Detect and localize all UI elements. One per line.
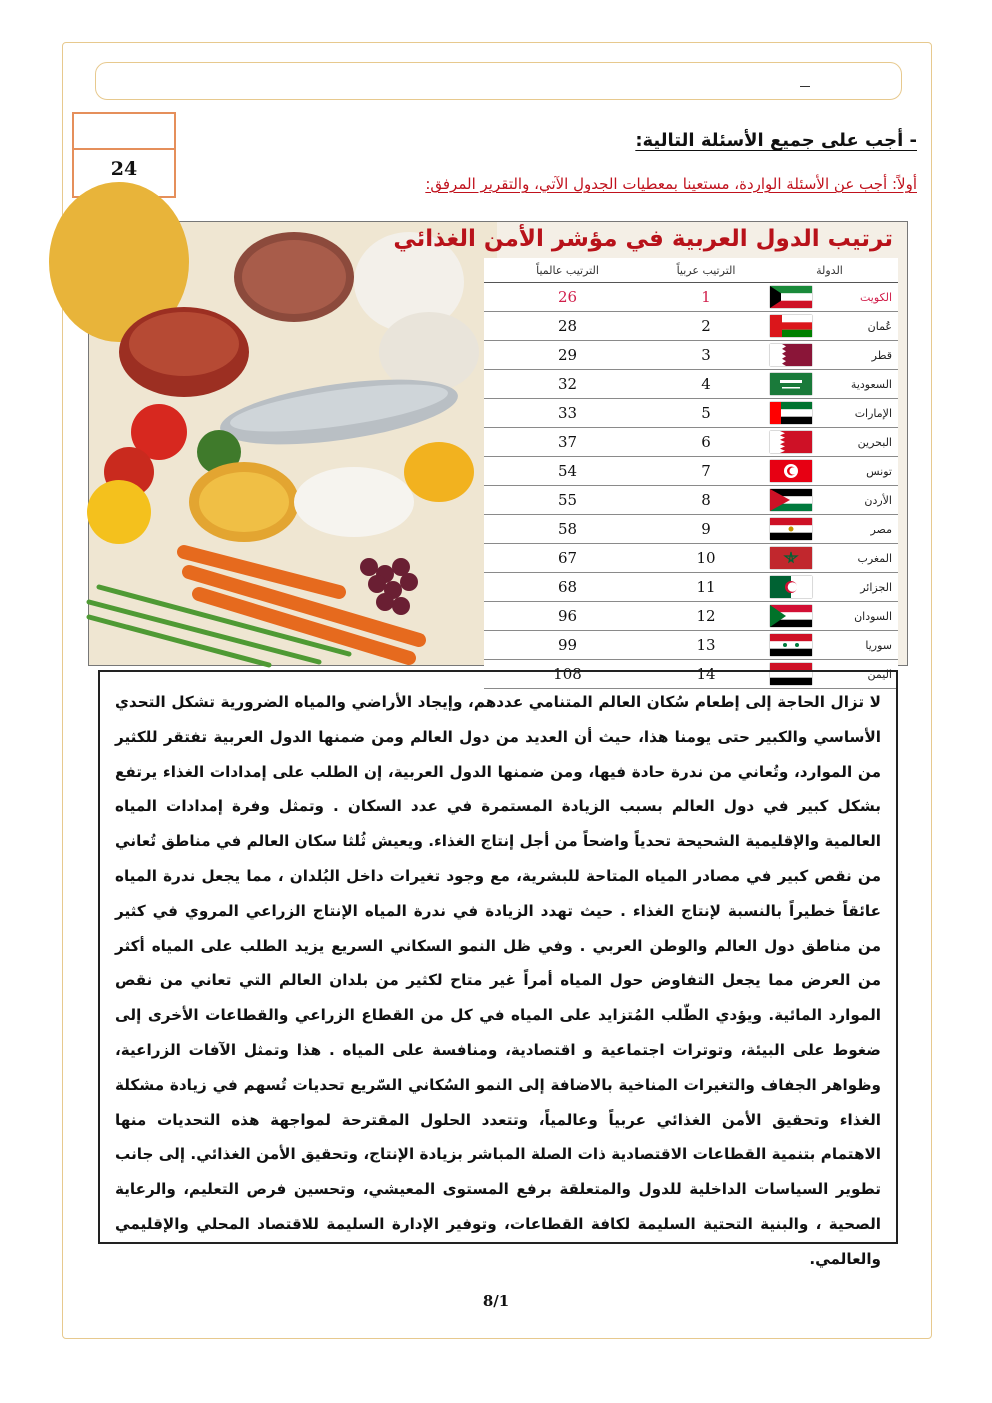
table-row <box>484 283 898 312</box>
world-rank: 54 <box>484 457 651 486</box>
country-name: تونس <box>821 457 898 486</box>
arab-rank: 11 <box>651 573 761 602</box>
table-row <box>484 457 898 486</box>
country-name: اليمن <box>821 660 898 689</box>
food-security-figure <box>88 221 908 683</box>
score-number: 24 <box>110 158 138 180</box>
ranking-table <box>484 258 898 689</box>
saudi-flag-icon <box>770 373 812 395</box>
header-arab-rank: الترتيب عربياً <box>651 258 761 283</box>
country-name: سوريا <box>821 631 898 660</box>
header-country: الدولة <box>761 258 898 283</box>
country-name: الكويت <box>821 283 898 312</box>
country-name: البحرين <box>821 428 898 457</box>
country-name: قطر <box>821 341 898 370</box>
world-rank: 37 <box>484 428 651 457</box>
oman-flag-icon <box>770 315 812 337</box>
food-photo <box>89 222 497 665</box>
world-rank: 32 <box>484 370 651 399</box>
score-box-divider <box>74 148 174 150</box>
world-rank: 58 <box>484 515 651 544</box>
arab-rank: 10 <box>651 544 761 573</box>
morocco-flag-icon <box>770 547 812 569</box>
world-rank: 67 <box>484 544 651 573</box>
arab-rank: 7 <box>651 457 761 486</box>
country-name: مصر <box>821 515 898 544</box>
world-rank: 108 <box>484 660 651 689</box>
figure-title: ترتيب الدول العربية في مؤشر الأمن الغذائي <box>393 226 893 252</box>
report-box <box>98 670 898 1268</box>
jordan-flag-icon <box>770 489 812 511</box>
page-number: 8/1 <box>482 1292 510 1310</box>
arab-rank: 6 <box>651 428 761 457</box>
world-rank: 26 <box>484 283 651 312</box>
table-row <box>484 544 898 573</box>
world-rank: 33 <box>484 399 651 428</box>
arab-rank: 13 <box>651 631 761 660</box>
arab-rank: 8 <box>651 486 761 515</box>
country-name: الإمارات <box>821 399 898 428</box>
country-name: السعودية <box>821 370 898 399</box>
world-rank: 68 <box>484 573 651 602</box>
world-rank: 99 <box>484 631 651 660</box>
world-rank: 29 <box>484 341 651 370</box>
table-header-row <box>484 258 898 283</box>
syria-flag-icon <box>770 634 812 656</box>
arab-rank: 12 <box>651 602 761 631</box>
table-row <box>484 428 898 457</box>
table-row <box>484 399 898 428</box>
arab-rank: 14 <box>651 660 761 689</box>
country-name: الجزائر <box>821 573 898 602</box>
arab-rank: 9 <box>651 515 761 544</box>
arab-rank: 5 <box>651 399 761 428</box>
arab-rank: 3 <box>651 341 761 370</box>
table-row <box>484 573 898 602</box>
table-row <box>484 602 898 631</box>
uae-flag-icon <box>770 402 812 424</box>
header-dash <box>800 86 810 87</box>
sudan-flag-icon <box>770 605 812 627</box>
table-row <box>484 486 898 515</box>
table-row <box>484 631 898 660</box>
table-row <box>484 370 898 399</box>
arab-rank: 2 <box>651 312 761 341</box>
report-text: لا تزال الحاجة إلى إطعام سُكان العالم المتنامي عددهم، وإيجاد الأراضي والمياه الضرورية تشكل التحدي الأساسي والكبير حتى يومنا هذا، حيث أن العديد من دول العالم ومن ضمنها الدول العربية تفتقر للكثير من الموارد، وتُعاني من ندرة حادة فيها، ومن ضمنها الدول العربية، إن الطلب على إمدادات الغذاء يرتفع بشكل كبير في دول العالم بسبب الزيادة المستمرة في عدد السكان . وتمثل وفرة إمدادات المياه العالمية والإقليمية الشحيحة تحدياً واضحاً من أجل إنتاج الغذاء. ويعيش ثُلثا سكان العالم في مناطق تُعاني من نقص كبير في مصادر المياه المتاحة للبشرية، مع وجود تغيرات داخل البُلدان ، مما يجعل ندرة المياه عائقاً خطيراً بالنسبة لإنتاج الغذاء . حيث تهدد الزيادة في ندرة المياه الإنتاج الزراعي المروي في كثير من مناطق دول العالم والوطن العربي . وفي ظل النمو السكاني السريع يزيد الطلب على المياه أكثر من العرض مما يجعل التفاوض حول المياه أمراً غير متاح لكثير من بلدان العالم التي تعاني من نقص الموارد المائية. ويؤدي الطّلب المُتزايد على المياه في كل من القطاع الزراعي والقطاعات الأخرى إلى ضغوط على البيئة، وتوترات اجتماعية و اقتصادية، ومنافسة على المياه . هذا وتمثل الآفات الزراعية، وظواهر الجفاف والتغيرات المناخية بالاضافة إلى النمو السُكاني السّريع تحديات تُسهم في زيادة مشكلة الغذاء وتحقيق الأمن الغذائي عربياً وعالمياً، وتتعدد الحلول المقترحة لمواجهة هذه التحديات منها الاهتمام بتنمية القطاعات الاقتصادية ذات الصلة المباشر بزيادة الإنتاج، وتحقيق الأمن الغذائي. إلى جانب تطوير السياسات الداخلية للدول والمتعلقة برفع المستوى المعيشي، وتحسين فرص التعليم، والرعاية الصحية ، والبنية التحتية السليمة لكافة القطاعات، وتوفير الإدارة السليمة للاقتصاد المحلي والإقليمي والعالمي. <box>115 693 881 1268</box>
table-row <box>484 515 898 544</box>
arab-rank: 4 <box>651 370 761 399</box>
country-name: السودان <box>821 602 898 631</box>
header-box <box>95 62 902 100</box>
table-row <box>484 341 898 370</box>
table-row <box>484 312 898 341</box>
bahrain-flag-icon <box>770 431 812 453</box>
qatar-flag-icon <box>770 344 812 366</box>
tunisia-flag-icon <box>770 460 812 482</box>
world-rank: 28 <box>484 312 651 341</box>
country-name: المغرب <box>821 544 898 573</box>
country-name: عُمان <box>821 312 898 341</box>
world-rank: 55 <box>484 486 651 515</box>
country-name: الأردن <box>821 486 898 515</box>
arab-rank: 1 <box>651 283 761 312</box>
algeria-flag-icon <box>770 576 812 598</box>
question-subheading: أولاً: أجب عن الأسئلة الواردة، مستعينا بمعطيات الجدول الآتي، والتقرير المرفق: <box>425 175 917 193</box>
kuwait-flag-icon <box>770 286 812 308</box>
world-rank: 96 <box>484 602 651 631</box>
header-world-rank: الترتيب عالمياً <box>484 258 651 283</box>
egypt-flag-icon <box>770 518 812 540</box>
instructions-heading: - أجب على جميع الأسئلة التالية: <box>635 130 917 151</box>
